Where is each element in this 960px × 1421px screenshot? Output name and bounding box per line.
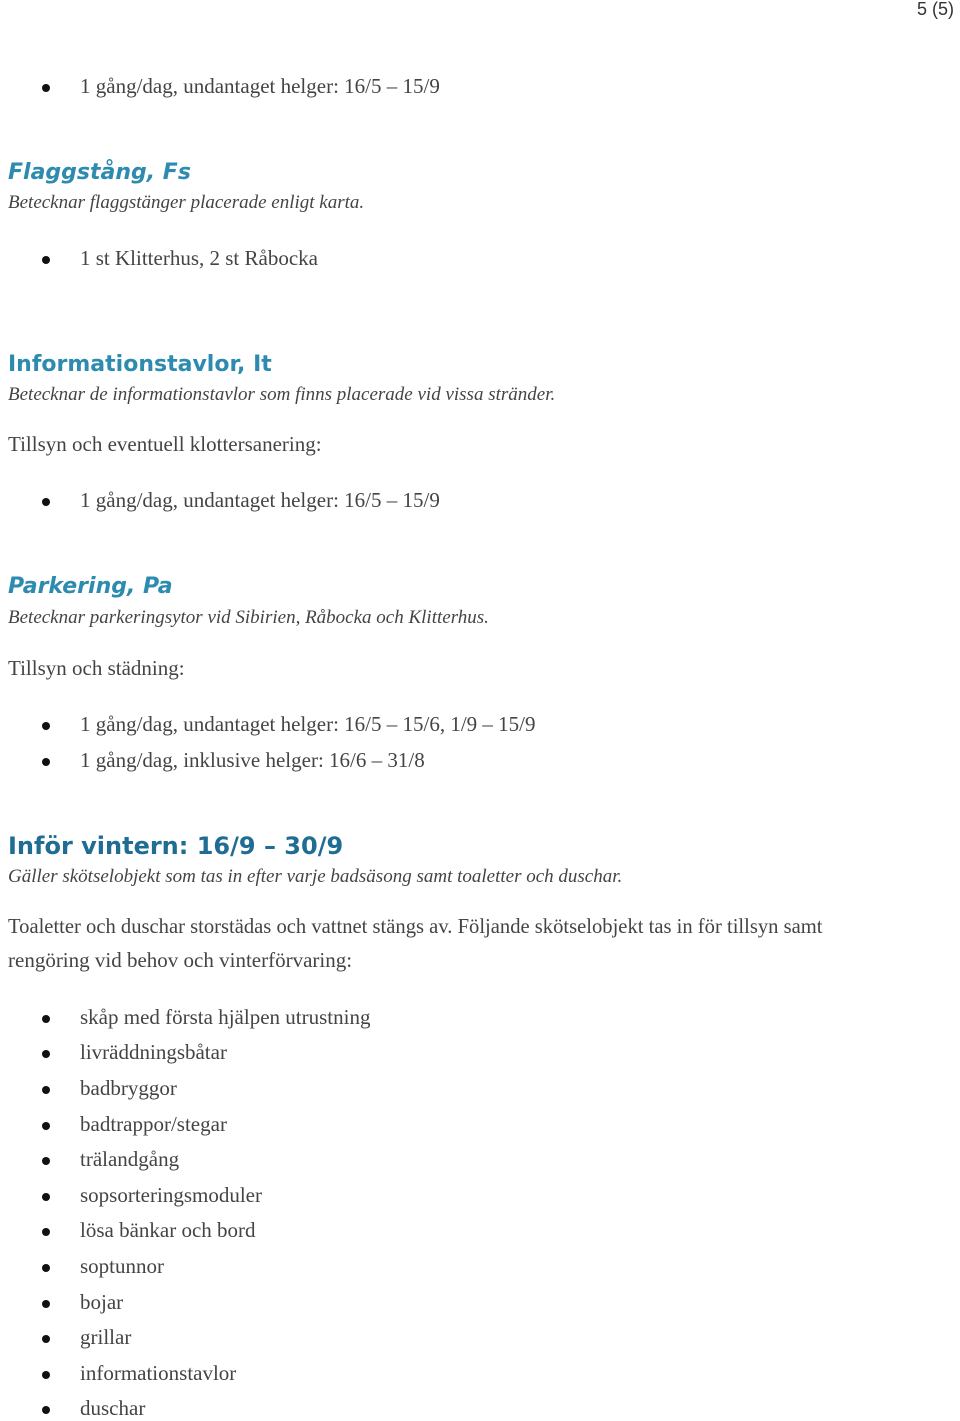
list-item: informationstavlor — [80, 1361, 237, 1385]
section-description: Betecknar parkeringsytor vid Sibirien, Råbocka och Klitterhus. — [8, 607, 489, 628]
list-item: soptunnor — [80, 1254, 164, 1278]
section-description: Gäller skötselobjekt som tas in efter varje badsäsong samt toaletter och duschar. — [8, 866, 623, 887]
list-item: 1 gång/dag, undantaget helger: 16/5 – 15/6, 1/9 – 15/9 — [80, 712, 536, 736]
list-item: 1 st Klitterhus, 2 st Råbocka — [80, 246, 318, 270]
list-item: bojar — [80, 1290, 124, 1314]
list-item: skåp med första hjälpen utrustning — [80, 1005, 371, 1029]
list-item: livräddningsbåtar — [80, 1040, 227, 1064]
list-item: 1 gång/dag, undantaget helger: 16/5 – 15/9 — [80, 488, 440, 512]
section-description: Betecknar de informationstavlor som finns placerade vid vissa stränder. — [8, 384, 556, 405]
section-title-flaggstang: Flaggstång, Fs — [8, 160, 191, 185]
section-paragraph-line: rengöring vid behov och vinterförvaring: — [8, 948, 353, 972]
section-title-vintern: Inför vintern: 16/9 – 30/9 — [8, 832, 344, 860]
section-description: Betecknar flaggstänger placerade enligt karta. — [8, 192, 365, 213]
page-number: 5 (5) — [916, 0, 954, 19]
list-item: badbryggor — [80, 1076, 177, 1100]
list-item: lösa bänkar och bord — [80, 1218, 256, 1242]
list-item: 1 gång/dag, undantaget helger: 16/5 – 15/9 — [80, 74, 440, 98]
section-paragraph-line: Toaletter och duschar storstädas och vattnet stängs av. Följande skötselobjekt tas in för tillsyn samt — [8, 916, 823, 938]
list-item: badtrappor/stegar — [80, 1112, 227, 1136]
list-item: sopsorteringsmoduler — [80, 1183, 262, 1207]
section-title-parkering: Parkering, Pa — [8, 574, 173, 599]
list-item: grillar — [80, 1325, 132, 1349]
list-item: trälandgång — [80, 1147, 180, 1171]
section-intro: Tillsyn och eventuell klottersanering: — [8, 432, 322, 456]
list-item: 1 gång/dag, inklusive helger: 16/6 – 31/8 — [80, 748, 425, 772]
section-title-informationstavlor: Informationstavlor, It — [8, 352, 272, 377]
list-item: duschar — [80, 1396, 146, 1420]
section-intro: Tillsyn och städning: — [8, 656, 185, 680]
